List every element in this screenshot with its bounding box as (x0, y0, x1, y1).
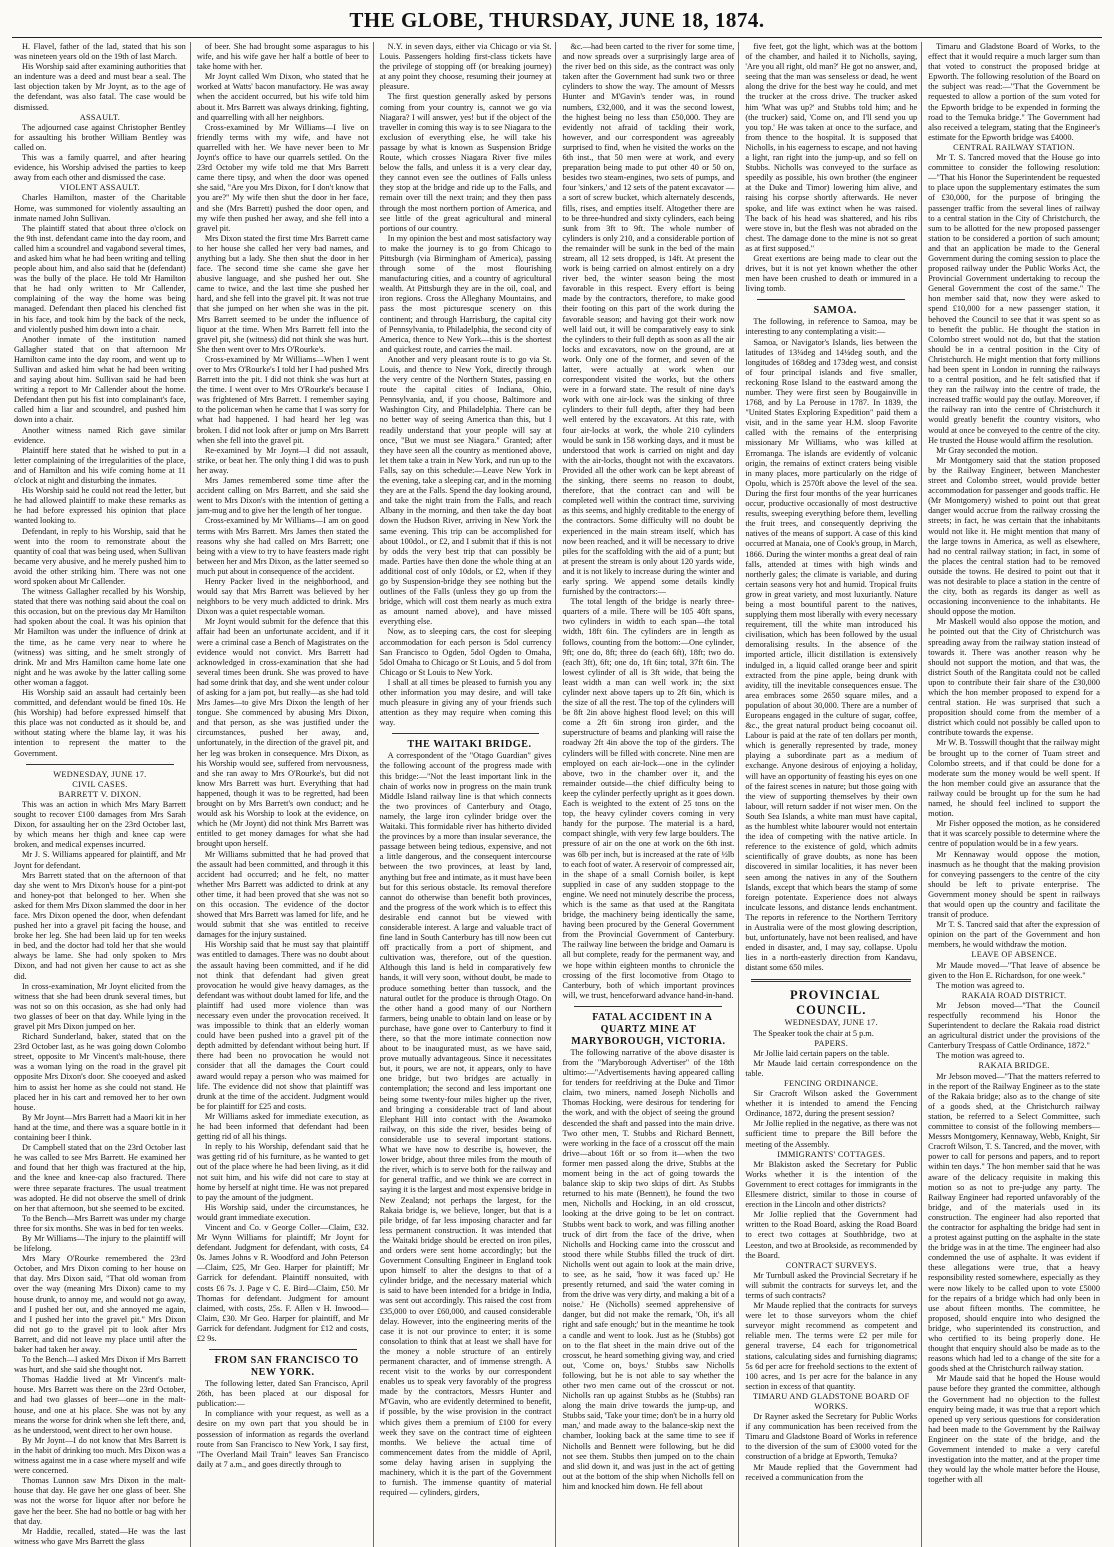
paragraph: The Speaker took the chair at 5 p.m. (753, 1028, 874, 1038)
column-6 (926, 42, 1102, 1547)
paragraph: Mr T. S. Tancred said that after the expression of opinion on the part of the Government and hon members, he would withdraw the motion. (928, 920, 1100, 950)
paragraph: By Mr Williams—The injury to the plaintiff will be lifelong. (14, 1233, 186, 1254)
paragraph: This was an action in which Mrs Mary Barrett sought to recover £100 damages from Mrs Sarah Dixon, for assaulting her on the 23rd October last, by which means her thigh and knee cap were broken, and medical expenses incurred. (14, 799, 186, 850)
section-heading: BARRETT V. DIXON. (58, 789, 142, 799)
paragraph: Dr Campbell stated that on the 23rd October last he was called to see Mrs Barrett. He examined her and found that her thigh was fractured at the hip, and the knee and knee-cap also fractured. There were three separate fractures. The usual treatment was adopted. He did not observe the smell of drink on her that afternoon, but she seemed to be excited. (14, 1143, 186, 1213)
section-heading: CENTRAL RAILWAY STATION. (953, 142, 1075, 152)
date-heading: WEDNESDAY, JUNE 17. (784, 1018, 878, 1028)
paragraph: The adjourned case against Christopher Bentley for assaulting his brother William Bentley was called on. (14, 122, 186, 152)
paragraph: Mr Williams asked for immediate execution, as he had been informed that defendant had been getting rid of all his things. (196, 1111, 369, 1142)
paragraph: Mrs Barrett stated that on the afternoon of that day she went to Mrs Dixon's house for a pint-pot and honey-pot that belonged to her. When she asked for them Mrs Dixon slammed the door in her face. Mrs Dixon opened the door, when defendant pushed her into a gravel pit facing the house, and broke her leg. She had been laid up for ten weeks in bed, and the doctor had told her that she would always be lame. She had only spoken to Mrs Dixon, and had not given her cause to act as she did. (14, 870, 186, 981)
paragraph: The plaintiff stated that about three o'clock on the 9th inst. defendant came into the day room, and called him a scoundrel and vagabond several times, and asked him what he had been writing and telling people about him, and also said that he (defendant) was the bully of the place. He told Mr Hamilton that he had only written to Mr Callender, complaining of the way the home was being managed. Defendant then placed his clenched fist in his face, and took him by the back of the neck, and violently pushed him down into a chair. (14, 223, 186, 334)
section-heading: RAKAIA BRIDGE. (978, 1061, 1050, 1071)
section-heading: CIVIL CASES. (72, 779, 128, 789)
date-heading: WEDNESDAY, JUNE 17. (53, 769, 147, 779)
paragraph: This was a family quarrel, and after hearing evidence, his Worship advised the parties to keep away from each other and dismissed the case. (14, 153, 186, 183)
paragraph: In cross-examination, Mr Joynt elicited from the witness that she had been drunk several times, but was not so on this occasion, as she had only had two glasses of beer on that day. While lying in the gravel pit Mrs Dixon jumped on her. (14, 981, 186, 1031)
section-heading: TIMARU AND GLADSTONE BOARD OF WORKS. (752, 1391, 910, 1411)
paragraph: Mr Maude replied that the Government had received a communication from the (745, 1462, 918, 1482)
paragraph: Another witness named Rich gave similar evidence. (14, 425, 186, 445)
paragraph: Mr T. S. Tancred moved that the House go into committee to consider the following resolution:—"That his Honor the Superintendent be requested to place upon the supplementary estimates the sum of £30,000, for the purpose of bringing the passenger traffic from the several lines of railway to a central station in the City of Christchurch, the sum to be allotted for the new proposed passenger station to be considered a portion of such amount; and that an application be made to the General Government during the coming session to place the proposed railway under the Public Works Act, the Provincial Government undertaking to recoup the General Government the cost of the same." The hon member said that, now they were asked to spend £10,000 for a new passenger station, it behoved the Council to see that it was spent so as to benefit the public. He thought the station in Colombo street would not do, but that the station should be in a central position in the City of Christchurch. He might mention that forty millions had been spent in London in running the railways to a central position, and he felt satisfied that if they ran the railway into the centre of trade, the increased traffic would pay the outlay. Moreover, if the railway ran into the centre of Christchurch it would greatly benefit the country visitors, who would at once be conveyed to the centre of the city. He trusted the House would affirm the resolution. (928, 153, 1100, 445)
paragraph: Another inmate of the institution named Gallagher stated that on that afternoon Mr Hamilton came into the day room, and went up to Sullivan and asked him what he had been writing and saying about him. Sullivan said he had been writing a report to Mr Callender about the home. Defendant then put his fist into complainant's face, called him a liar and scoundrel, and pushed him down into a chair. (14, 334, 186, 425)
paragraph: Mr Maskell would also oppose the motion, and he pointed out that the City of Christchurch was spreading away from the railway station instead of towards it. There was another reason why he should not support the motion, and that was, the district South of the Rangitata could not be called upon to contribute their fair share of the £30,000 which the hon member proposed to expend for a central station. He was surprised that such a proposition should come from the member of a district which could not possibly be called upon to contribute towards the expense. (928, 617, 1100, 738)
paragraph: Mr W. B. Tosswill thought that the railway might be brought up to the corner of Tuam street and Colombo streets, and if that could be done for a moderate sum the money would be well spent. If the hon member could give an assurance that the railway could be brought up for the sum he had named, he should feel inclined to support the motion. (928, 738, 1100, 819)
paragraph: Mr Jebson moved—"That the matters referred to in the report of the Railway Engineer as to the state of the Rakaia bridge; also as to the change of site of a goods shed, at the Christchurch railway station, be referred to a Select Committee, such committee to consist of the following members—Messrs Montgomery, Kennaway, Webb, Knight, Sir Cracroft Wilson, T. S. Tancred, and the mover, with power to call for persons and papers, and to report within ten days." The hon member said that he was aware of the delicacy requisite in making this motion so as not to pre-judge any party. The Railway Engineer had reported unfavorably of the bridge, and of the materials used in its construction. The engineer had also reported that the contractor for asphalting the bridge had sent in a protest against putting on the asphalte in the state the bridge was in at the time. The engineer had also condemned the use of asphalte. It was evident if these allegations were true, that a heavy responsibility rested somewhere, especially as they were now likely to be called upon to vote £5000 for the repairs of a bridge which had only been in use about fifteen months. The committee, he proposed, should enquire into who designed the bridge, who superintended its construction, and who certified to its being properly done. He thought that enquiry should also be made as to the reasons which had led to a change of the site for a goods shed at the Christchurch railway station. (928, 1071, 1100, 1374)
column-3 (378, 42, 554, 1547)
paragraph: Thomas Lunnon saw Mrs Dixon in the malt-house that day. He gave her one glass of beer. She was not the worse for liquor after nor before he gave her the beer. She had no bottle or bag with her that day. (14, 1476, 186, 1526)
divider (574, 1006, 722, 1007)
paragraph: Mrs Dixon stated the first time Mrs Barrett came to her house she called her very bad names, and anything but a lady. She then shut the door in her face. The second time she came she gave her abusive language, and she pushed her out. She came to twice, and the last time she pushed her hard, and she fell into the gravel pit. It was not true that she jumped on her when she was in the pit. Mrs Barrett seemed to be under the influence of liquor at the time. When Mrs Barrett fell into the gravel pit, she (witness) did not think she was hurt. She then went over to Mrs O'Rourke's. (196, 233, 369, 354)
paragraph: To the Bench—I asked Mrs Dixon if Mrs Barrett was hurt, and she said she thought not. (14, 1355, 186, 1375)
paragraph: Mr Maude replied that the contracts for surveys were let to those surveyors whom the chief surveyor might recommend as competent and reliable men. The terms were £2 per mile for general traverse, £4 each for trigonometrical stations, calculating sides and furnishing diagrams; 5s 6d per acre for freehold sections to the extent of 100 acres, and 1s per acre for the balance in any section in excess of that quantity. (745, 1301, 918, 1391)
paragraph: The following, in reference to Samoa, may be interesting to any contemplating a visit:— (745, 317, 918, 337)
paragraph: In compliance with your request, as well as a desire on my own part that you should be in possession of information as regards the overland route from San Francisco to New York, I say first, "The Overland Mail Train" leaves San Francisco daily at 7 a.m., and goes directly through to (196, 1409, 369, 1469)
paragraph: The first question generally asked by persons coming from your country is, cannot we go via Niagara? I will answer, yes! but if the object of the traveller in coming this way is to see Niagara to the exclusion of everything else, he will take his passage by what is known as Suspension Bridge Route, which crosses Niagara River five miles below the falls, and unless it is a very clear day, they cannot even see the outlines of Falls unless they stop at the bridge and ride up to the Falls, and remain over till the next train; and they then pass through the most northern portion of America, and see little of the great agricultural and mineral portions of our country. (379, 92, 552, 233)
article-heading: PROVINCIAL COUNCIL. (789, 988, 881, 1018)
paragraph: Samoa, or Navigator's Islands, lies between the latitudes of 13¼deg and 14¼deg south, and the longitudes of 168deg and 173deg west, and consist of four principal islands and five smaller, reckoning Rose Island to the eastward among the number. They were first seen by Bougainville in 1768, and by La Perouse in 1787. In 1839, the "United States Exploring Expedition" paid them a visit, and in the same year H.M. sloop Favorite called with the remains of the enterprising missionary Mr Williams, who was killed at Erromanga. The islands are evidently of volcanic origin, the remains of extinct craters being visible in many places, more particularly on the ridge of Opolu, which is 2570ft above the level of the sea. During the first four months of the year hurricanes occur, productive occasionally of most destructive results, sweeping everything before them, levelling the fruit trees, and consequently depriving the natives of the means of support. A case of this kind occurred at Manaia, one of Cook's group, in March, 1866. During the winter months a great deal of rain falls, attended at times with high winds and northerly gales; the climate is variable, and during certain seasons very hot and humid. Tropical fruits grow in great variety, and most luxuriantly. Nature being a most bountiful parent to the natives, supplying them most liberally with every necessary requirement, till the white man introduced his civilisation, which has been followed by the usual demoralising results. In the absence of the imported article, illicit distillation is extensively indulged in, a liquid called orange beer and spirit extracted from the pine apple, being drunk with avidity, till the inevitable consequences ensue. The area embraces some 2650 square miles, and a population of about 30,000. There are a number of Europeans engaged in the culture of sugar, coffee, &c., the great natural product being cocoanut oil. Labour is paid at the rate of ten dollars per month, which is generally represented by trade, money playing a subordinate part as a medium of exchange. Anyone desirous of enjoying a holiday, will have an opportunity of feasting his eyes on one of the fairest scenes in nature; but those going with the view of supporting themselves by their own labour, will return sadder if not wiser men. On the South Sea Islands, a white man must have capital, as the humblest white labourer would not entertain the idea of competing with the native article. In reference to the existence of gold, which admits scientifically of grave doubts, as none has been discovered in similar localities, it has never been seen among the natives in any of the Southern Islands, except that which bears the stamp of some foreign potentate. Experience does not always inculcate lessons, and distance lends enchantment. The reports in reference to the Northern Territory in Australia were of the most glowing description, but, unfortunately, have not been realised, and have ended in disaster, and, I may say, collapse. Upolu lies in a north-easterly direction from Kandavu, distant some 650 miles. (745, 337, 918, 973)
paragraph: The total length of the bridge is nearly three-quarters of a mile. There will be 105 40ft spans, two cylinders in width to each span—the total width, 18ft 6in. The cylinders are in length as follows, counting from the bottom:—One cylinder, 9ft; one do, 8ft; three do (each 6ft), 18ft; two do. (each 3ft), 6ft; one do, 1ft 6in; total, 37ft 6in. The lowest cylinder of all is 3ft wide, that being the least width a man can well work in; the sixt cylinder next above tapers up to 2ft 6in, which is the size of all the rest. The top of the cylinders will be 8ft 2in above highest flood level; on this will come a 2ft 6in strong iron girder, and the superstructure of beams and planking will raise the roadway 2ft 4in above the top of the girders. The cylinders will be filled with concrete. Nine men are employed on each air-lock—one in the cylinder above, two in the chamber over it, and the remainder outside—the chief difficulty being to keep the cylinder perfectly upright as it goes down. Each is weighted to the extent of 25 tons on the top, the heavy cylinder covers coming in very handy for the purpose. The material is a hard, compact shingle, with very few large boulders. The pressure of air on the one at work on the 6th inst. was 6lb per inch, but is increased at the rate of ½lb to each foot of water. A reservoir of compressed air, in the shape of a small Cornish boiler, is kept supplied in case of any sudden stoppage to the engine. We need not minutely describe the process, which is the same as that used at the Rangitata bridge, the machinery being identically the same, having been procured by the General Government from the Provincial Government of Canterbury. The railway line between the bridge and Oamaru is all but complete, ready for the permanent way, and we hope within eighteen months to chronicle the crossing of the first locomotive from Otago to Canterbury, both of which important provinces will, we trust, henceforward advance hand-in-hand. (562, 597, 735, 1000)
divider (751, 979, 911, 982)
paragraph: Mr Maude laid certain correspondence on the table. (745, 1058, 918, 1078)
paragraph: Great exertions are being made to clear out the drives, but it is not yet known whether the other men have been crushed to death or immured in a living tomb. (745, 253, 918, 294)
divider (26, 764, 174, 765)
paragraph: Mr Williams submitted that he had proved that the assault had been committed, and through it this accident had occurred; and he felt, no matter whether Mrs Barrett was addicted to drink at any other time, it had been proved that she was not so on this occasion. The evidence of the doctor showed that Mrs Barrett was lamed for life, and he would submit that she was entitled to receive damages for the injury sustained. (196, 849, 369, 940)
paragraph: H. Flavel, father of the lad, stated that his son was nineteen years old on the 19th of last March. (14, 42, 186, 62)
column-2 (195, 42, 371, 1547)
paragraph: His Worship said he could not read the letter, but he had allowed plaintiff to make these remarks as he had before expressed his opinion that place wanted looking to. (14, 486, 186, 526)
paragraph: His Worship said that he must say that plaintiff was entitled to damages. There was no doubt about the assault having been committed, and if he did not think that defendant had given great provocation he would give heavy damages, as the defendant was without doubt lamed for life, and the plaintiff had used more violence than was necessary even under the provocation received. It was impossible to think that an elderly woman could have been pushed into a gravel pit of the depth admitted by defendant without being hurt. If there had been no provocation he would not consider that all the damages the Court could award would repay a person who was maimed for life. The evidence did not show that plaintiff was drunk at the time of the accident. Judgment would be for plaintiff for £25 and costs. (196, 940, 369, 1111)
paragraph: Re-examined by Mr Joynt—I did not assault, strike, or beat her. The only thing I did was to push her away. (196, 445, 369, 475)
paragraph: His Worship said an assault had certainly been committed, and defendant would be fined 10s. He (his Worship) had before expressed himself that this place was not conducted as it should be, and without stating where the blame lay, it was his intention to represent the matter to the Government. (14, 688, 186, 758)
paragraph: Timaru and Gladstone Board of Works, to the effect that it would require a much larger sum than that voted to construct the proposed bridge at Epworth. The following resolution of the Board on the subject was read:—"That the Government be requested to allow a portion of the sum voted for the Epworth bridge to be expended in forming the road to the Temuka bridge." The Government had also received a telegram, stating that the Engineer's estimate for the Epworth bridge was £4000. (928, 42, 1100, 142)
paragraph: Now, as to sleeping cars, the cost for sleeping accommodation for each person is 5dol currency San Francisco to Ogden, 5dol Ogden to Omaha, 5dol Omaha to Chicago or St Louis, and 5 dol from Chicago or St Louis to New York. (379, 627, 552, 677)
paragraph: Plaintiff here stated that he wished to put in a letter complaining of the irregularities of the place, and of Hamilton and his wife coming home at 11 o'clock at night and disturbing the inmates. (14, 445, 186, 486)
masthead: THE GLOBE, THURSDAY, JUNE 18, 1874. (12, 6, 1102, 38)
paragraph: Defendant, in reply to his Worship, said that he went into the room to remonstrate about the quantity of coal that was being used, when Sullivan became very abusive, and he merely pushed him to avoid the other striking him. There was not one word spoken about Mr Callender. (14, 526, 186, 586)
divider (757, 299, 905, 300)
paragraph: Mr Jollie replied that the Government had written to the Road Board, asking the Road Board to erect two cottages at Southbridge, two at Leeston, and two at Brookside, as recommended by the Board. (745, 1210, 918, 1260)
divider (209, 1349, 357, 1350)
paragraph: Mr Kennaway would oppose the motion, inasmuch as he thought that the making provision for conveying passengers to the centre of the city should be left to private enterprise. The Government money should be spent in railways that would open up the country and facilitate the transit of produce. (928, 849, 1100, 920)
paragraph: Mrs James remembered some time after the accident calling on Mrs Barrett, and she said she went to Mrs Dixon's with the intention of getting a jam-mug and to give her the length of her tongue. (196, 476, 369, 516)
paragraph: Mr Turnbull asked the Provincial Secretary if he will submit the contracts for surveys let, and the terms of such contracts? (745, 1270, 918, 1300)
paragraph: Thomas Haddie lived at Mr Vincent's malt-house. Mrs Barrett was there on the 23rd October, and had two glasses of beer—one in the malt-house, and one at his place. She was not by any means the worse for drink when she left there, and, as he understood, went direct to her own house. (14, 1375, 186, 1435)
paragraph: Mr Joynt called Wm Dixon, who stated that he worked at Watts' bacon manufactory. He was away when the accident occurred, but his wife told him about it. Mrs Barrett was always drinking, fighting, and quarrelling with all her neighbors. (196, 72, 369, 122)
paragraph: Mr Montgomery said that the station proposed by the Railway Engineer, between Manchester street and Colombo street, would provide better accommodation for passenger and goods traffic. He (Mr Montgomery) wished to point out that great danger would accrue from the railway crossing the streets; in fact, he was certain that the inhabitants would not like it. He might mention that many of the large towns in America, as well as elsewhere, had no central railway station; in fact, in some of the places the central station had to be removed outside the towns. He desired to point out that it was not desirable to place a station in the centre of the city, both as regards its danger as well as occasioning inconvenience to the inhabitants. He should oppose the motion. (928, 455, 1100, 617)
paragraph: Mr Maude moved—"That leave of absence be given to the Hon E. Richardson, for one week." (928, 960, 1100, 980)
paragraph: Henry Packer lived in the neighborhood, and would say that Mrs Barrett was believed by her neighbors to be very much addicted to drink. Mrs Dixon was a quiet respectable woman. (196, 576, 369, 617)
column-1 (12, 42, 188, 1547)
paragraph: Charles Hamilton, master of the Charitable Home, was summoned for violently assaulting an inmate named John Sullivan. (14, 193, 186, 223)
paragraph: Mr Gray seconded the motion. (936, 445, 1038, 455)
paragraph: N.Y. in seven days, either via Chicago or via St. Louis. Passengers holding first-class tickets have the privilege of stopping off (or breaking journey) at any point they choose, resuming their journey at pleasure. (379, 42, 552, 92)
paragraph: In reply to his Worship, defendant said that he was getting rid of his furniture, as he wanted to get out of the place where he had been living, as it did not suit him, and his wife did not care to stay at home by herself at night time. He was not prepared to pay the amount of the judgment. (196, 1142, 369, 1202)
paragraph: His Worship said after examining authorities that an indenture was a deed and must bear a seal. The last objection taken by Mr Joynt, as to the age of the defendant, was also fatal. The case would be dismissed. (14, 62, 186, 112)
paragraph: Cross-examined by Mr Williams—I am on good terms with Mrs Barrett. Mrs James then stated the reasons why she had called on Mrs Barrett; one being with a view to try to have feasters made right between her and Mrs Dixon, as the latter seemed so much put about in consequence of the accident. (196, 516, 369, 576)
paragraph: The witness Gallagher recalled by his Worship, stated that there was nothing said about the coal on this occasion, but on the previous day Mr Hamilton had spoken about the coal. It was his opinion that Mr Hamilton was under the influence of drink at the time, as he came very near to where he (witness) was sitting, and he smelt strongly of drink. Mr and Mrs Hamilton came home late one night and he was awoke by the latter calling some other woman a faggot. (14, 587, 186, 687)
column-5 (743, 42, 919, 1547)
columns (12, 42, 1102, 1546)
paragraph: The motion was agreed to. (936, 980, 1025, 990)
article-heading: FROM SAN FRANCISCO TO NEW YORK. (214, 1355, 359, 1379)
paragraph: The motion was agreed to. (936, 1051, 1025, 1061)
article-heading: THE WAITAKI BRIDGE. (407, 739, 532, 751)
article-heading: FATAL ACCIDENT IN A QUARTZ MINE AT MARYBOROUGH, VICTORIA. (571, 1011, 726, 1047)
paragraph: The following narrative of the above disaster is from the "Maryborough Advertiser" of the 18th ultimo:—"Advertisements having appeared calling for tenders for reefdriving at the Duke and Timor claim, two miners, named Joseph Nicholls and Thomas Hocking, were desirous for tendering for the work, and with the object of seeing the ground descended the shaft and passed into the main drive. Two other men, T. Stubbs and Richard Bennett, were working in the face of a crosscut off the main drive—about 16ft or so from it—when the two former men passed along the drive, Stubbs at the moment being in the act of going towards the balance skip to skip two skips of dirt. As Stubbs returned to his mate (Bennett), he found the two men, Nicholls and Hocking, in an old crosscut, looking at the drive going to be let on contract. Stubbs went back to work, and was filling another truck of dirt from the face of the drive, when Nicholls and Hocking came into the crosscut and stood there while Stubbs filled the truck of dirt. Nicholls went out again to look at the main drive, to see, as he said, 'how it was faced up.' He presently returned, and said 'the water coming in from the drive was very dirty, and making a bit of a noise.' He (Nicholls) seemed apprehensive of danger, but did not make the remark, 'Oh, it's all right and safe enough;' but in the meantime he took a candle and went to look. Just as he (Stubbs) got on to the flat sheet in the main drive out of the crosscut, he heard something giving way, and cried out, 'Come on, boys.' Stubbs saw Nicholls following, but he is not able to say whether the other two men came out of the crosscut or not. Nicholls ran up against Stubbs as he (Stubbs) ran along the main drive towards the jump-up, and Stubbs said, 'Take your time; don't be in a hurry old man,' and made away to the balance-skip next the chamber, looking back at the same time to see if Nicholls and Bennett were following, but he did not see them. Stubbs then jumped on to the chain and slid down it, and was just in the act of getting out at the bottom of the ship when Nicholls fell on him and knocked him down. He fell about (562, 1047, 735, 1491)
paragraph: &c.—had been carted to the river for some time, and now spreads over a surprisingly large area of the river bed on this side, as the contract was only taken after the Government had sunk two or three cylinders to show the way. The amount of Messrs Hunter and M'Gavin's tender was, in round numbers, £32,000, and it was the second lowest, the highest being no less than £50,000. They are evidently not afraid of tackling their work, however, and our correspondent was agreeably surprised to find, when he visited the works on the 6th inst., that 50 men were at work, and every preparation being made to put other 40 or 50 on, besides two steam-engines, two sets of pumps, and four 'sinkers,' and 12 sets of the patent excavator — a sort of screw bucket, which alternately descends, fills, rises, and empties itself. Altogether there are to be three-hundred and sixty cylinders, each being sunk from 3ft to 9ft. The whole number of cylinders is only 210, and a considerable portion of the remainder will be sunk in the bed of the main stream, all 12 sets dropped, is 14ft. At present the work is being carried on almost entirely on a dry river bed, the winter season being the most favorable in this respect. Every effort is being made by the contractors, therefore, to make good their footing on this part of the work during the favorable season; and having got their work now well laid out, it will be comparatively easy to sink the cylinders to their full depth as soon as all the air locks and excavators, now on the ground, are at work. Only one of the former, and seven of the latter, were actually at work when our correspondent visited the works, but the others were in a forward state. The result of nine day's work with one air-lock was the sinking of three cylinders to their full depth, after they had been well entered by the excavators. At this rate, with four air-locks at work, the whole 210 cylinders would be sunk in 158 working days, and it must be understood that work is carried on night and day with the air-locks, thought not with the excavators. Provided all the other work can be kept abreast of the sinking, there seems no reason to doubt, therefore, that the contract can and will be completed well within the contract time, surviving as this seems, and highly creditable to the energy of the contractors. Some difficulty will no doubt be experienced in the main stream itself, which has now been reached, and it will be necessary to drive piles for the scaffolding with the aid of a punt; but at present the stream is only about 120 yards wide, and it is not likely to increase during the winter and early spring. We append some details kindly furnished by the contractors:— (562, 42, 735, 597)
paragraph: By Mr Joynt—Mrs Barrett had a Maori kit in her hand at the time, and there was a square bottle in it containing beer I think. (14, 1112, 186, 1143)
paragraph: Cross-examined by Mr Williams—When I went over to Mrs O'Rourke's I told her I had pushed Mrs Barrett into the pit. I did not think she was hurt at the time. I went over to Mrs O'Rourke's because I was frightened of Mrs Barrett. I remember saying to the policeman when he came that I was sorry for what had happened. I had heard her leg was broken. I did not look after or jump on Mrs Barrett when she fell into the gravel pit. (196, 354, 369, 445)
article-heading: SAMOA. (813, 305, 857, 317)
section-heading: VIOLENT ASSAULT. (59, 183, 141, 193)
paragraph: To the Bench—Mrs Barrett was under my charge three for six months. She was in bed for ten weeks. (14, 1213, 186, 1233)
paragraph: Mr Jollie laid certain papers on the table. (753, 1048, 890, 1058)
paragraph: Mr Joynt would submit for the defence that this affair had been an unfortunate accident, and if it were a criminal case a Bench of Magistrates on the evidence would not convict. Mrs Barrett had acknowledged in cross-examination that she had several times been drunk. She was proved to have had some drink that day, and she went under colour of asking for a jam pot, but really—as she had told Mrs James—to give Mrs Dixon the length of her tongue. She commenced by abusing Mrs Dixon, and that person, as she was justified under the circumstances, pushed her away, and, unfortunately, in the direction of the gravel pit, and her leg was broken in consequence. Mrs Dixon, as his Worship would see, suffered from nervousness, and she ran away to Mrs O'Rourke's, but did not know Mrs Barrett was hurt. Everything that had happened, though it was to be regretted, had been brought on by Mrs Barrett's own conduct; and he would ask his Worship to look at the evidence, on which he (Mr Joynt) did not think Mrs Barrett was entitled to get money damages for what she had brought upon herself. (196, 617, 369, 849)
paragraph: Another and very pleasant route is to go via St. Louis, and thence to New York, directly through the very centre of the Northern States, passing en route the capital cities of Indiana, Ohio, Pennsylvania, and, if you choose, Baltimore and Washington City, and Philadelphia. There can be no better way of seeing America than this, but I readily understand that your people will say at once, "But we must see Niagara." Granted; after they have seen all the country as mentioned above, let them take a train in New York, and run up to the Falls, say on this schedule:—Leave New York in the evening, take a sleeping car, and in the morning they are at the Falls. Spend the day looking around, and take the night train from the Falls, and reach Albany in the morning, and then take the day boat down the Hudson River, arriving in New York the same evening. This trip can be accomplished for about 100dol., or £2, and I submit that if this is not by odds the very best trip that can possibly be made. Parties have then done the whole thing at an additional cost of only 10dols, or £2, when if they go by Suspension-bridge they see nothing but the outlines of the Falls (unless they go up from the bridge, which will cost them nearly as much extra as amount named above), and have missed everything else. (379, 354, 552, 627)
paragraph: Mr J. S. Williams appeared for plaintiff, and Mr Joynt for defendant. (14, 850, 186, 870)
paragraph: Vincent and Co. v George Coller—Claim, £32. Mr Wynn Williams for plaintiff; Mr Joynt for defendant. Judgment for defendant, with costs, £4 0s. James Johns v R. Woodford and John Peterson—Claim, £25, Mr Geo. Harper for plaintiff; Mr Garrick for defendant. Plaintiff nonsuited, with costs £6 7s. J. Page v C. E. Bird—Claim, £50. Mr Thomas for defendant. Judgment for amount claimed, with costs, 25s. F. Allen v H. Inwood—Claim, £30. Mr Geo. Harper for plaintiff, and Mr Garrick for defendant. Judgment for £12 and costs, £2 9s. (196, 1222, 369, 1343)
section-heading: PAPERS. (814, 1038, 849, 1048)
paragraph: Mr Jollie replied in the negative, as there was not sufficient time to prepare the Bill before the meeting of the Assembly. (745, 1119, 918, 1149)
paragraph: Dr Rayner asked the Secretary for Public Works if any communication has been received from the Timaru and Gladstone Board of Works in reference to the diversion of the sum of £3000 voted for the construction of a bridge at Epworth, Temuka? (745, 1412, 918, 1462)
paragraph: In my opinion the best and most satisfactory way to make the journey is to go from Chicago to Pittsburgh (via Birmingham of America), passing through some of the most flourishing manufacturing cities, and a country of agricultural wealth. At Pittsburgh they are in the oil, coal, and iron regions. Cross the Alleghany Mountains, and pass the most picturesque scenery on this continent; and through Harrisburg, the capital city of Pennsylvania, to Philadelphia, the second city of America, thence to New York—this is the shortest and quickest route, and carries the mail. (379, 233, 552, 354)
paragraph: Mr Jebson moved—"That the Council respectfully recommend his Honor the Superintendent to declare the Rakaia road district an agricultural district under the provisions of the Canterbury Trespass of Cattle Ordinance, 1872." (928, 1000, 1100, 1051)
paragraph: of beer. She had brought some asparagus to his wife, and his wife gave her half a bottle of beer to take home with her. (196, 42, 369, 72)
paragraph: Mr Haddie, recalled, stated—He was the last witness who gave Mrs Barrett the glass (14, 1526, 186, 1546)
paragraph: His Worship said, under the circumstances, he would grant immediate execution. (196, 1202, 369, 1222)
paragraph: The following letter, dated San Francisco, April 26th, has been placed at our disposal for publication:— (196, 1379, 369, 1409)
section-heading: IMMIGRANTS' COTTAGES. (777, 1149, 886, 1159)
paragraph: Mr Blakiston asked the Secretary for Public Works whether it is the intention of the Government to erect cottages for immigrants in the Ellesmere district, similar to those in course of erection in the Lincoln and other districts? (745, 1159, 918, 1210)
paragraph: five feet, got the light, which was at the bottom of the chamber, and hailed it to Nicholls, saying, 'Are you all right, old man?' He got no answer, and, seeing that the man was senseless or dead, he went along the drive for the best way he could, and met the trucker at the cross drive. The trucker asked him 'What was up?' and Stubbs told him; and he (the trucker) said, 'Come on, and I'll send you up you top.' He was taken at once to the surface, and from thence to the hospital. It is supposed that Nicholls, in his eagerness to escape, and not having a light, ran right into the jump-up, and so fell on Stubbs. Nicholls was conveyed to the surface as speedily as possible, his own brother (the engineer at the Duke and Timor) lowering him alive, and raising his corpse shortly afterwards. He never spoke, and life was extinct when he was raised. The back of his head was shattered, and his ribs were stove in, but the flesh was not abraded on the chest. The damage done to the mine is not so great as at first supposed." (745, 42, 918, 253)
section-heading: RAKAIA ROAD DISTRICT. (961, 990, 1067, 1000)
paragraph: By Mr Joynt—I do not know that Mrs Barrett is in the habit of drinking too much. Mrs Dixon was a witness against me in a case where myself and wife were concerned. (14, 1435, 186, 1476)
section-heading: CONTRACT SURVEYS. (785, 1260, 877, 1270)
paragraph: Mr Fisher opposed the motion, as he considered that it was scarcely possible to determine where the centre of population would be in a few years. (928, 819, 1100, 849)
section-heading: FENCING ORDINANCE. (784, 1079, 879, 1088)
paragraph: Richard Sunderland, baker, stated that on the 23rd October last, as he was going down Colombo street, opposite to Mr Vincent's malt-house, there was a woman lying on the road in the gravel pit opposite Mrs Dixon's door. She cooeyed and asked him to assist her home as she could not stand. He placed her in his cart and removed her to her own house. (14, 1032, 186, 1112)
paragraph: I shall at all times be pleased to furnish you any other information you may desire, and will take much pleasure in giving any of your friends such attention as they may require when coming this way. (379, 677, 552, 728)
paragraph: Sir Cracroft Wilson asked the Government whether it is intended to amend the Fencing Ordinance, 1872, during the present session? (745, 1089, 918, 1119)
section-heading: LEAVE OF ABSENCE. (971, 950, 1057, 960)
section-heading: ASSAULT. (79, 112, 121, 122)
paragraph: Cross-examined by Mr Williams—I live on friendly terms with my wife, and have not quarrelled with her. We have never been to Mr Joynt's office to have our quarrels settled. On the 23rd October my wife told me that Mrs Barrett came there tipsy, and when the door was opened she said, "Are you Mrs Dixon, for I don't know that you are?" My wife then shut the door in her face, and she (Mrs Barrett) pushed the door open, and my wife then pushed her away, and she fell into a gravel pit. (196, 122, 369, 233)
column-4 (560, 42, 736, 1547)
paragraph: A correspondent of the "Otago Guardian" gives the following account of the progress made with this bridge:—"Not the least important link in the chain of works now in progress on the main trunk Middle Island railway line is that which connects the two provinces of Canterbury and Otago, namely, the large iron cylinder bridge over the Waitaki. This formidable river has hitherto divided the provinces by a more than insular severance, the passage between being tedious, expensive, and not a little dangerous, and the consequent intercourse between the two provinces, at least by land, anything but free and intimate, as it must have been but for this serious obstacle. Its removal therefore cannot do otherwise than benefit both provinces, and the progress of the work which is to effect this desirable end cannot but be viewed with considerable interest. A large and valuable tract of fine land in South Canterbury has till now been cut off practically from a port of shipment, and cultivation was, therefore, out of the question. Although this land is held in comparatively few hands, it will very soon, without doubt, be made to produce something better than tussock, and the natural outlet for the produce is through Otago. On the other hand a good many of our Northern farmers, being unable to obtain land on lease or by purchase, have gone over to Canterbury to find it there, so that the more intimate connection now about to be inaugurated must, as we have said, prove mutually advantageous. Since it necessitates but, it pours, we are not, it appears, only to have one bridge, but two bridges are actually in contemplation; the second and less important one being some twenty-four miles higher up the river, and bringing a considerable tract of land about Elephant Hill into contact with the Awamoko railway, on this side the river, besides being of considerable use to several important stations. What we have now to describe is, however, the lower bridge, about three miles from the mouth of the river, which is to serve both for the railway and for general traffic, and we think we are correct in saying it is the largest and most expensive bridge in New Zealand; not perhaps the largest, for the Rakaia bridge is, we believe, longer, but that is a pile bridge, of far less imposing character and far less permanent construction. It was intended that the Waitaki bridge should be erected on iron piles, and orders were sent home accordingly; but the Government Consulting Engineer in England took upon himself to alter the designs to that of a cylinder bridge, and the necessary material which is said to have been intended for a bridge in India, was sent out accordingly. This raised the cost from £35,000 to over £60,000, and caused considerable delay. However, into the engineering merits of the case it is not our province to enter; it is some consolation to think that at least we shall have for the money a noble structure of an entirely permanent character, and of immense strength. A recent visit to the works by our correspondent enables us to speak very favorably of the progress made by the contractors, Messrs Hunter and M'Gavin, who are evidently determined to benefit, if possible, by the wise provision in the contract which gives them a premium of £100 for every week they save on the contract time of eighteen months. We believe the actual time of commencement dates from the middle of April, some delay having arisen in supplying the machinery, which it is the part of the Government to furnish. The immense quantity of material required — cylinders, girders, (379, 751, 552, 1498)
paragraph: Mr Maude said that he hoped the House would pause before they granted the committee, although the Government had no objection to the fullest enquiry being made, it was true that a report which opened up very serious questions for consideration had been made to the Government by the Railway Engineer on the state of the bridge, and the Government intended to make a very careful investigation into the matter, and at the proper time they would lay the whole matter before the House, together with all (928, 1374, 1100, 1485)
divider (392, 733, 540, 734)
paragraph: Mrs Mary O'Rourke remembered the 23rd October, and Mrs Dixon coming to her house on that day. Mrs Dixon said, "That old woman from over the way (meaning Mrs Dixon) came to my house drunk, to annoy me, and would not go away, and I pushed her out, and she annoyed me again, and I pushed her into the gravel pit." Mrs Dixon did not go to the gravel pit to look after Mrs Barrett, and did not leave my place until after the baker had taken her away. (14, 1254, 186, 1354)
